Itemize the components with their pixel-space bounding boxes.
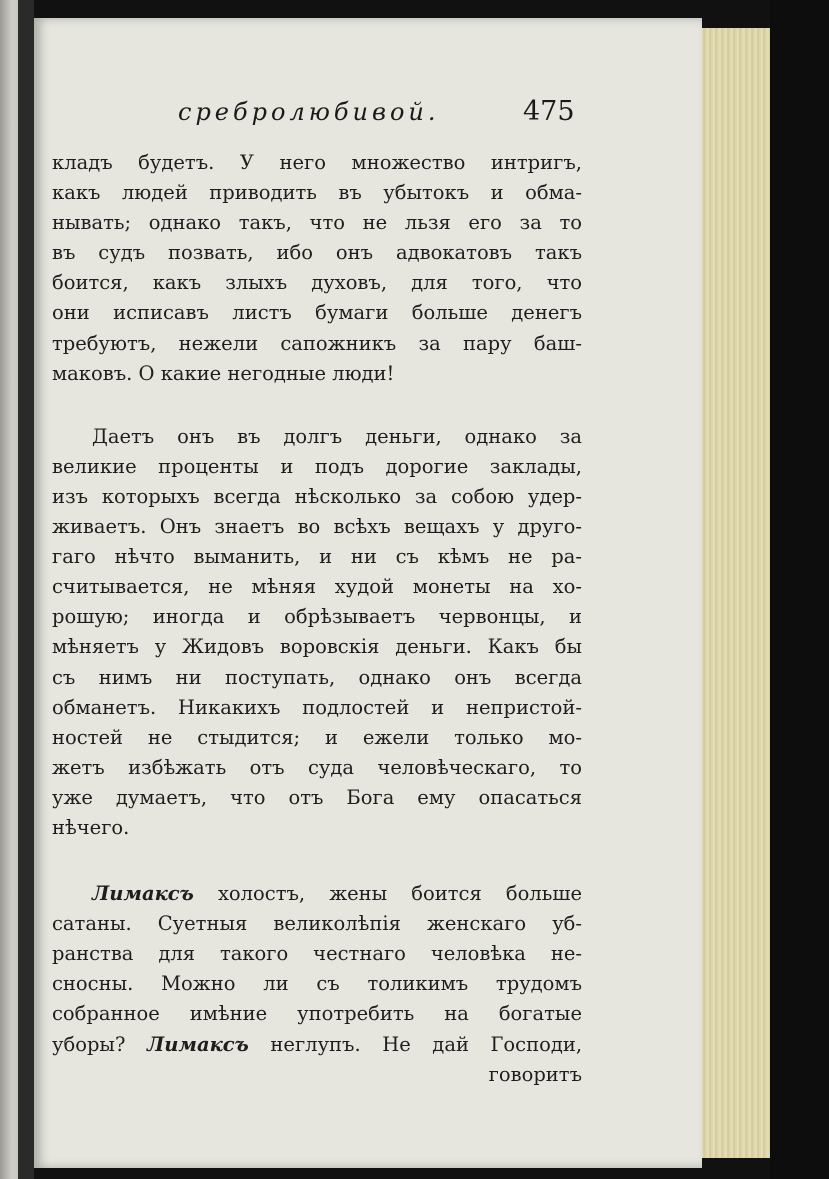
text-line: маковъ. О какие негодные люди!: [52, 361, 395, 385]
line-text: холостъ, жены боится больше: [217, 882, 582, 906]
text-line: Даетъ онъ въ долгъ деньги, однако за: [92, 424, 582, 448]
text-line: собранное имѣние употребить на богатые: [52, 1002, 582, 1026]
page-fore-edge: [700, 28, 770, 1158]
text-line: нывать; однако такъ, что не льзя его за то: [52, 211, 582, 235]
line-text: неглупъ. Не дай Господи,: [270, 1032, 582, 1056]
text-line: жетъ избѣжать отъ суда человѣческаго, то: [52, 755, 582, 779]
paragraph-3: [52, 879, 582, 1090]
gutter-shadow: [18, 0, 34, 1179]
paragraph-gap: [52, 843, 582, 879]
text-line: сатаны. Суетныя великолѣпія женскаго уб-: [52, 912, 582, 936]
catchword: говоритъ: [488, 1062, 582, 1086]
text-line: боится, какъ злыхъ духовъ, для того, что: [52, 271, 582, 295]
text-line: въ судъ позвать, ибо онъ адвокатовъ такъ: [52, 241, 582, 265]
text-line: обманетъ. Никакихъ подлостей и непристой-: [52, 695, 582, 719]
text-line: мѣняетъ у Жидовъ воровскія деньги. Какъ бы: [52, 635, 582, 659]
character-name: Лимаксъ: [147, 1032, 249, 1056]
text-line: сносны. Можно ли съ толикимъ трудомъ: [52, 972, 582, 996]
text-line: съ нимъ ни поступать, однако онъ всегда: [52, 665, 582, 689]
text-line: требуютъ, нежели сапожникъ за пару баш-: [52, 331, 582, 355]
text-line: нѣчего.: [52, 815, 130, 839]
text-line: рошую; иногда и обрѣзываетъ червонцы, и: [52, 605, 582, 629]
body-text: [52, 148, 582, 1090]
text-line: ностей не стыдится; и ежели только мо-: [52, 725, 582, 749]
page-header: [178, 96, 578, 136]
running-head: сребролюбивой.: [178, 98, 440, 126]
paragraph-1: [52, 148, 582, 389]
page-number: 475: [523, 96, 575, 127]
character-name: Лимаксъ: [92, 882, 194, 906]
paragraph-2: [52, 422, 582, 843]
text-line: кладъ будетъ. У него множество интригъ,: [52, 151, 582, 174]
text-line: великие проценты и подъ дорогие заклады,: [52, 454, 582, 478]
text-line: они исписавъ листъ бумаги больше денегъ: [52, 301, 582, 325]
text-line: [52, 1030, 582, 1060]
text-line: ранства для такого честнаго человѣка не-: [52, 942, 582, 966]
paragraph-gap: [52, 389, 582, 422]
line-text: уборы?: [52, 1032, 126, 1056]
text-line: изъ которыхъ всегда нѣсколько за собою удер-: [52, 484, 582, 508]
text-line: [52, 879, 582, 909]
text-line: какъ людей приводить въ убытокъ и обма-: [52, 181, 582, 205]
text-line: гаго нѣчто выманить, и ни съ кѣмъ не ра-: [52, 545, 582, 569]
background-shadow: [770, 0, 829, 1179]
text-line: считывается, не мѣняя худой монеты на хо-: [52, 575, 582, 599]
text-line: уже думаетъ, что отъ Бога ему опасаться: [52, 785, 582, 809]
text-line: живаетъ. Онъ знаетъ во всѣхъ вещахъ у друго-: [52, 515, 582, 539]
